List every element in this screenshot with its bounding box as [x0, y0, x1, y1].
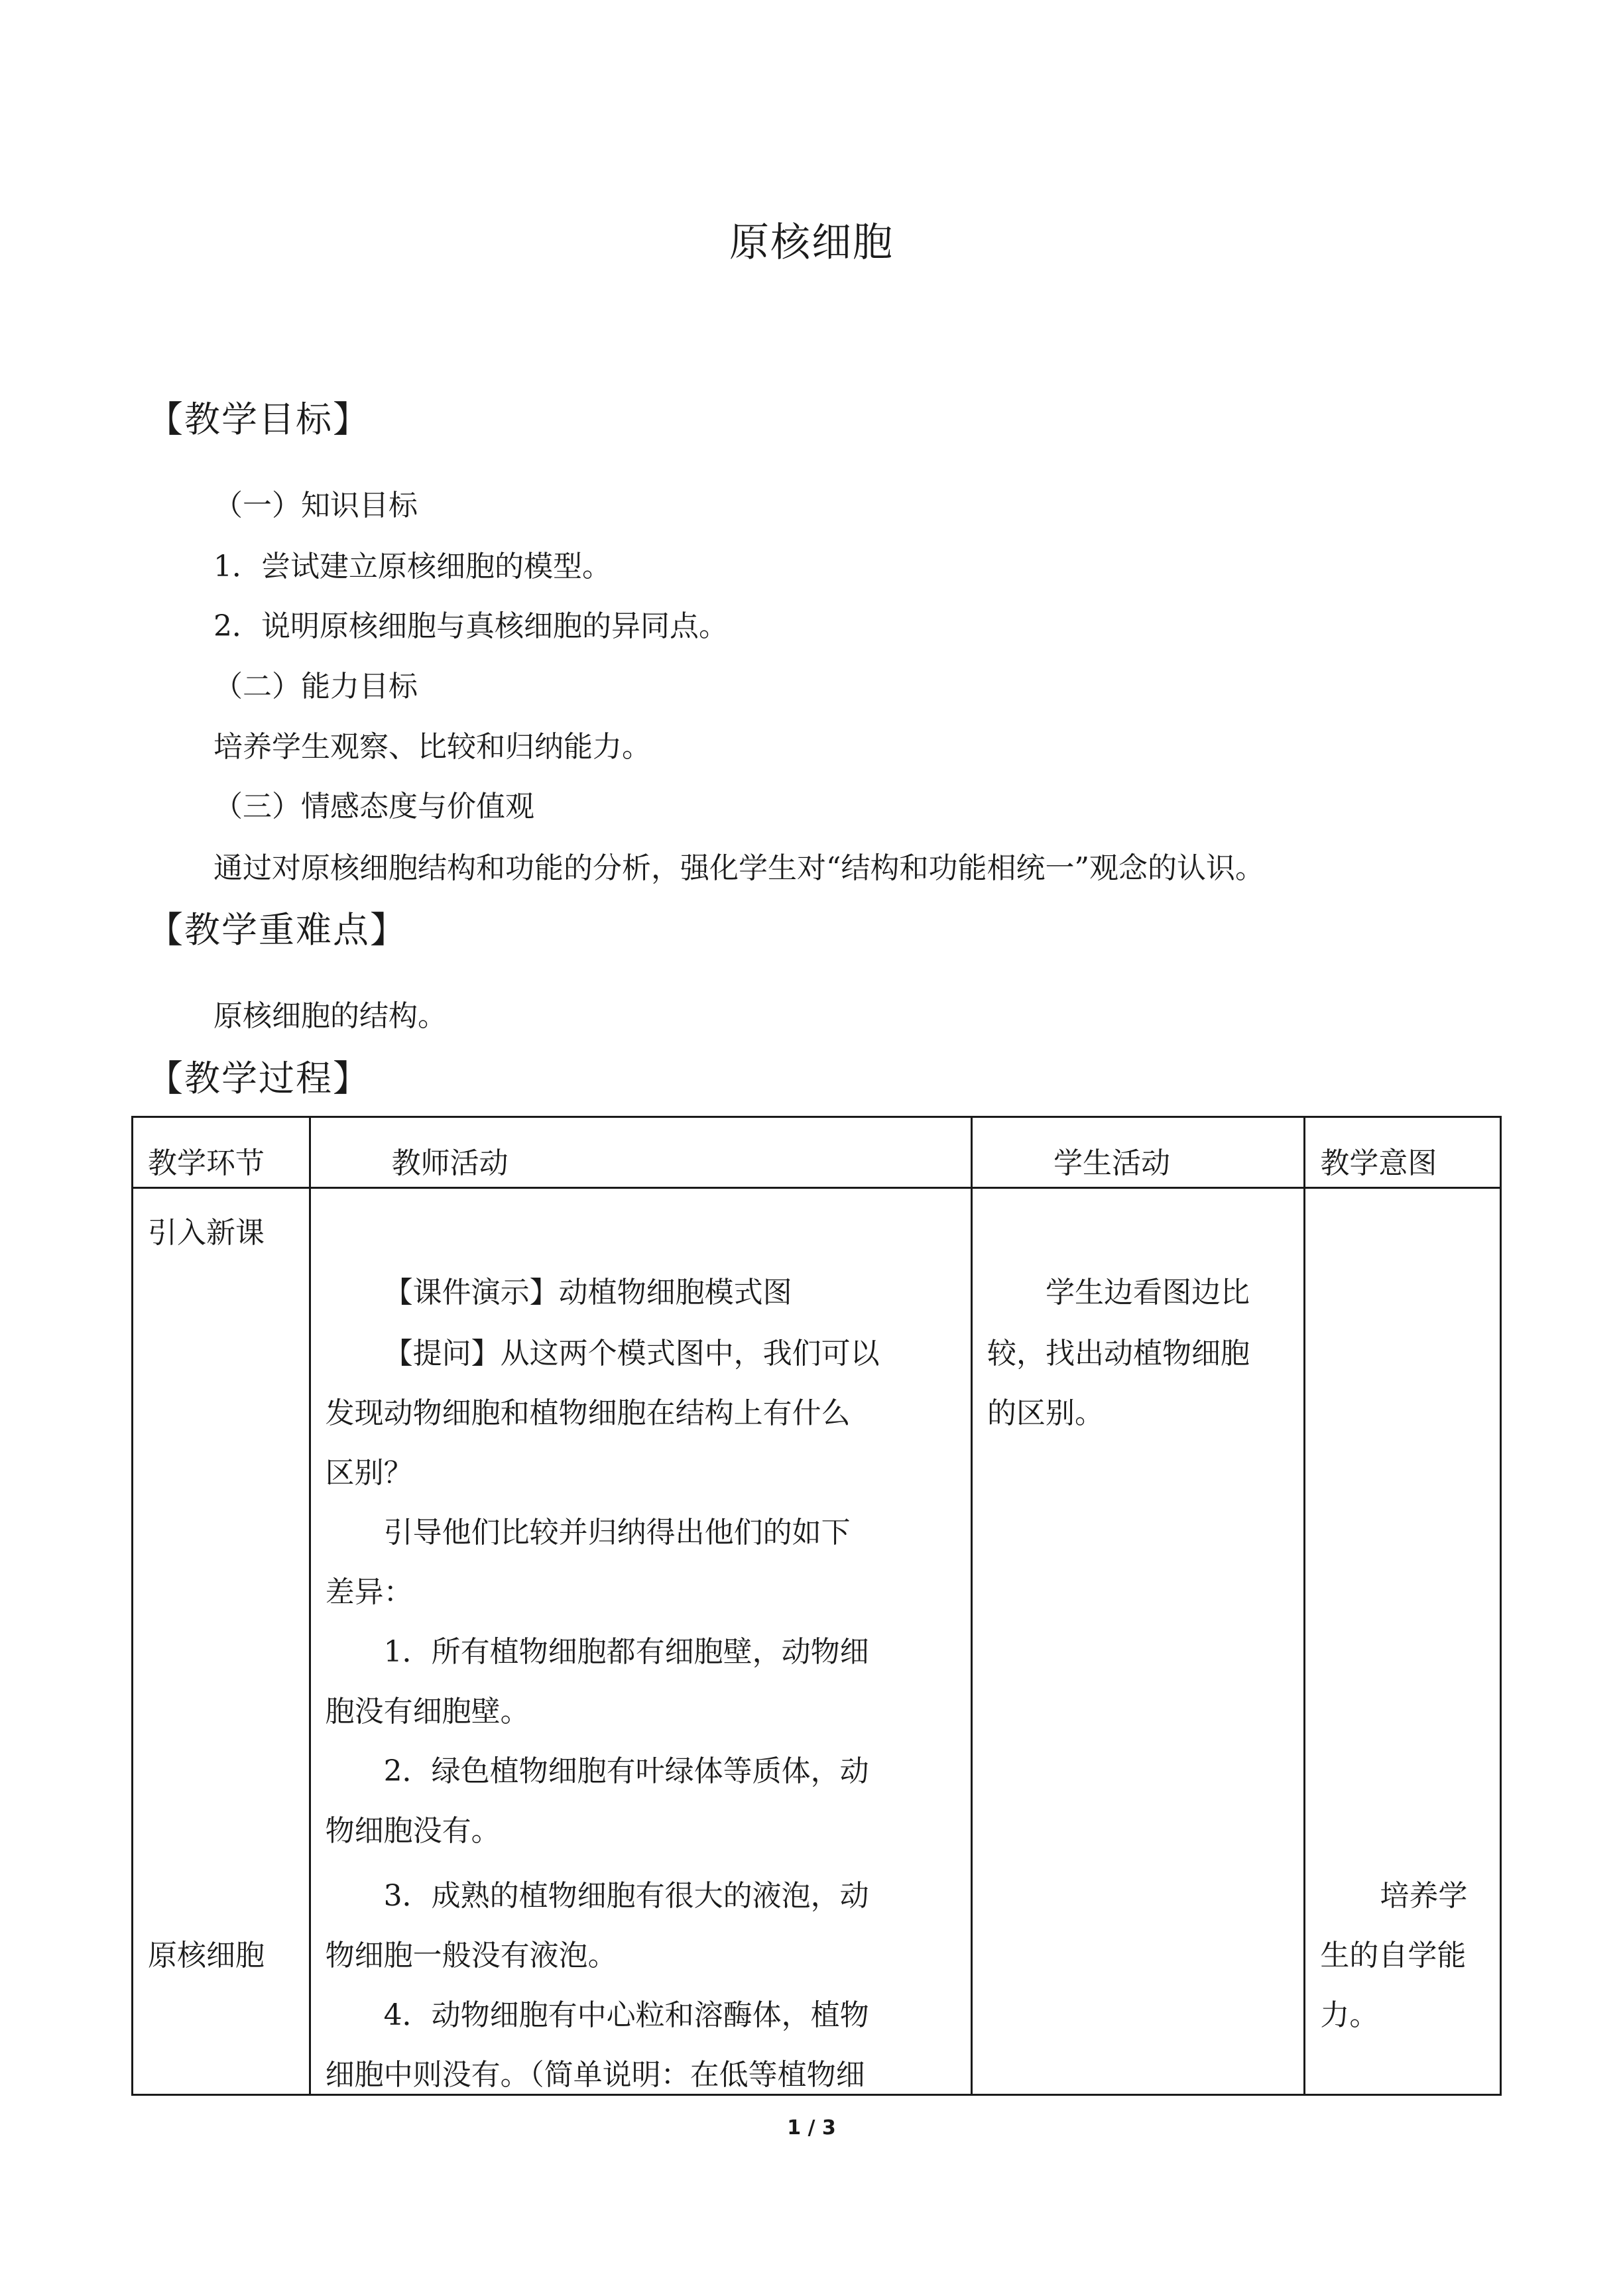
knowledge-item-1: 1．尝试建立原核细胞的模型。	[213, 550, 611, 583]
table-header-row	[133, 1117, 1501, 1188]
stage-intro: 引入新课	[148, 1216, 265, 1250]
header-stage: 教学环节	[133, 1117, 310, 1188]
objectives-heading: 【教学目标】	[147, 398, 370, 440]
teacher-line: 3．成熟的植物细胞有很大的液泡，动	[383, 1879, 869, 1913]
intent-line: 生的自学能	[1320, 1939, 1467, 1972]
teacher-line: 发现动物细胞和植物细胞在结构上有什么	[325, 1396, 851, 1430]
process-heading: 【教学过程】	[147, 1057, 370, 1099]
teacher-line: 1．所有植物细胞都有细胞壁，动物细	[383, 1635, 869, 1669]
process-table	[131, 1116, 1502, 2096]
stage-cell	[133, 1188, 310, 2095]
page-title: 原核细胞	[729, 219, 894, 266]
header-teacher: 教师活动	[310, 1117, 971, 1188]
intent-cell	[1305, 1188, 1501, 2095]
teacher-line: 引导他们比较并归纳得出他们的如下	[383, 1516, 851, 1549]
page-number: 1 / 3	[787, 2116, 836, 2140]
emotion-text: 通过对原核细胞结构和功能的分析，强化学生对“结构和功能相统一”观念的认识。	[213, 851, 1264, 885]
header-intent: 教学意图	[1305, 1117, 1501, 1188]
teacher-line: 胞没有细胞壁。	[325, 1695, 530, 1728]
emotion-title: （三）情感态度与价值观	[213, 790, 534, 823]
teacher-line: 细胞中则没有。（简单说明：在低等植物细	[325, 2058, 865, 2092]
student-cell	[972, 1188, 1305, 2095]
knowledge-item-2: 2．说明原核细胞与真核细胞的异同点。	[213, 609, 728, 643]
stage-prokaryote: 原核细胞	[148, 1939, 265, 1972]
teacher-line: 2．绿色植物细胞有叶绿体等质体，动	[383, 1754, 869, 1788]
header-student: 学生活动	[972, 1117, 1305, 1188]
teacher-line: 4．动物细胞有中心粒和溶酶体，植物	[383, 1998, 869, 2032]
student-line: 学生边看图边比	[1046, 1276, 1250, 1309]
student-line: 较，找出动植物细胞	[987, 1337, 1250, 1370]
key-points-heading: 【教学重难点】	[147, 909, 407, 951]
intent-line: 力。	[1320, 1998, 1379, 2032]
student-line: 的区别。	[987, 1396, 1105, 1430]
teacher-line: 区别？	[325, 1456, 413, 1490]
teacher-line: 【提问】从这两个模式图中，我们可以	[383, 1337, 880, 1370]
table-row	[133, 1188, 1501, 2095]
teacher-line: 物细胞一般没有液泡。	[325, 1939, 617, 1972]
intent-line: 培养学	[1380, 1879, 1468, 1913]
teacher-line: 差异：	[325, 1575, 413, 1609]
teacher-line: 物细胞没有。	[325, 1814, 501, 1848]
teacher-line: 【课件演示】动植物细胞模式图	[383, 1276, 792, 1309]
teacher-cell	[310, 1188, 971, 2095]
key-points-text: 原核细胞的结构。	[213, 999, 447, 1033]
ability-text: 培养学生观察、比较和归纳能力。	[213, 730, 651, 764]
ability-title: （二）能力目标	[213, 670, 418, 703]
knowledge-title: （一）知识目标	[213, 489, 418, 522]
